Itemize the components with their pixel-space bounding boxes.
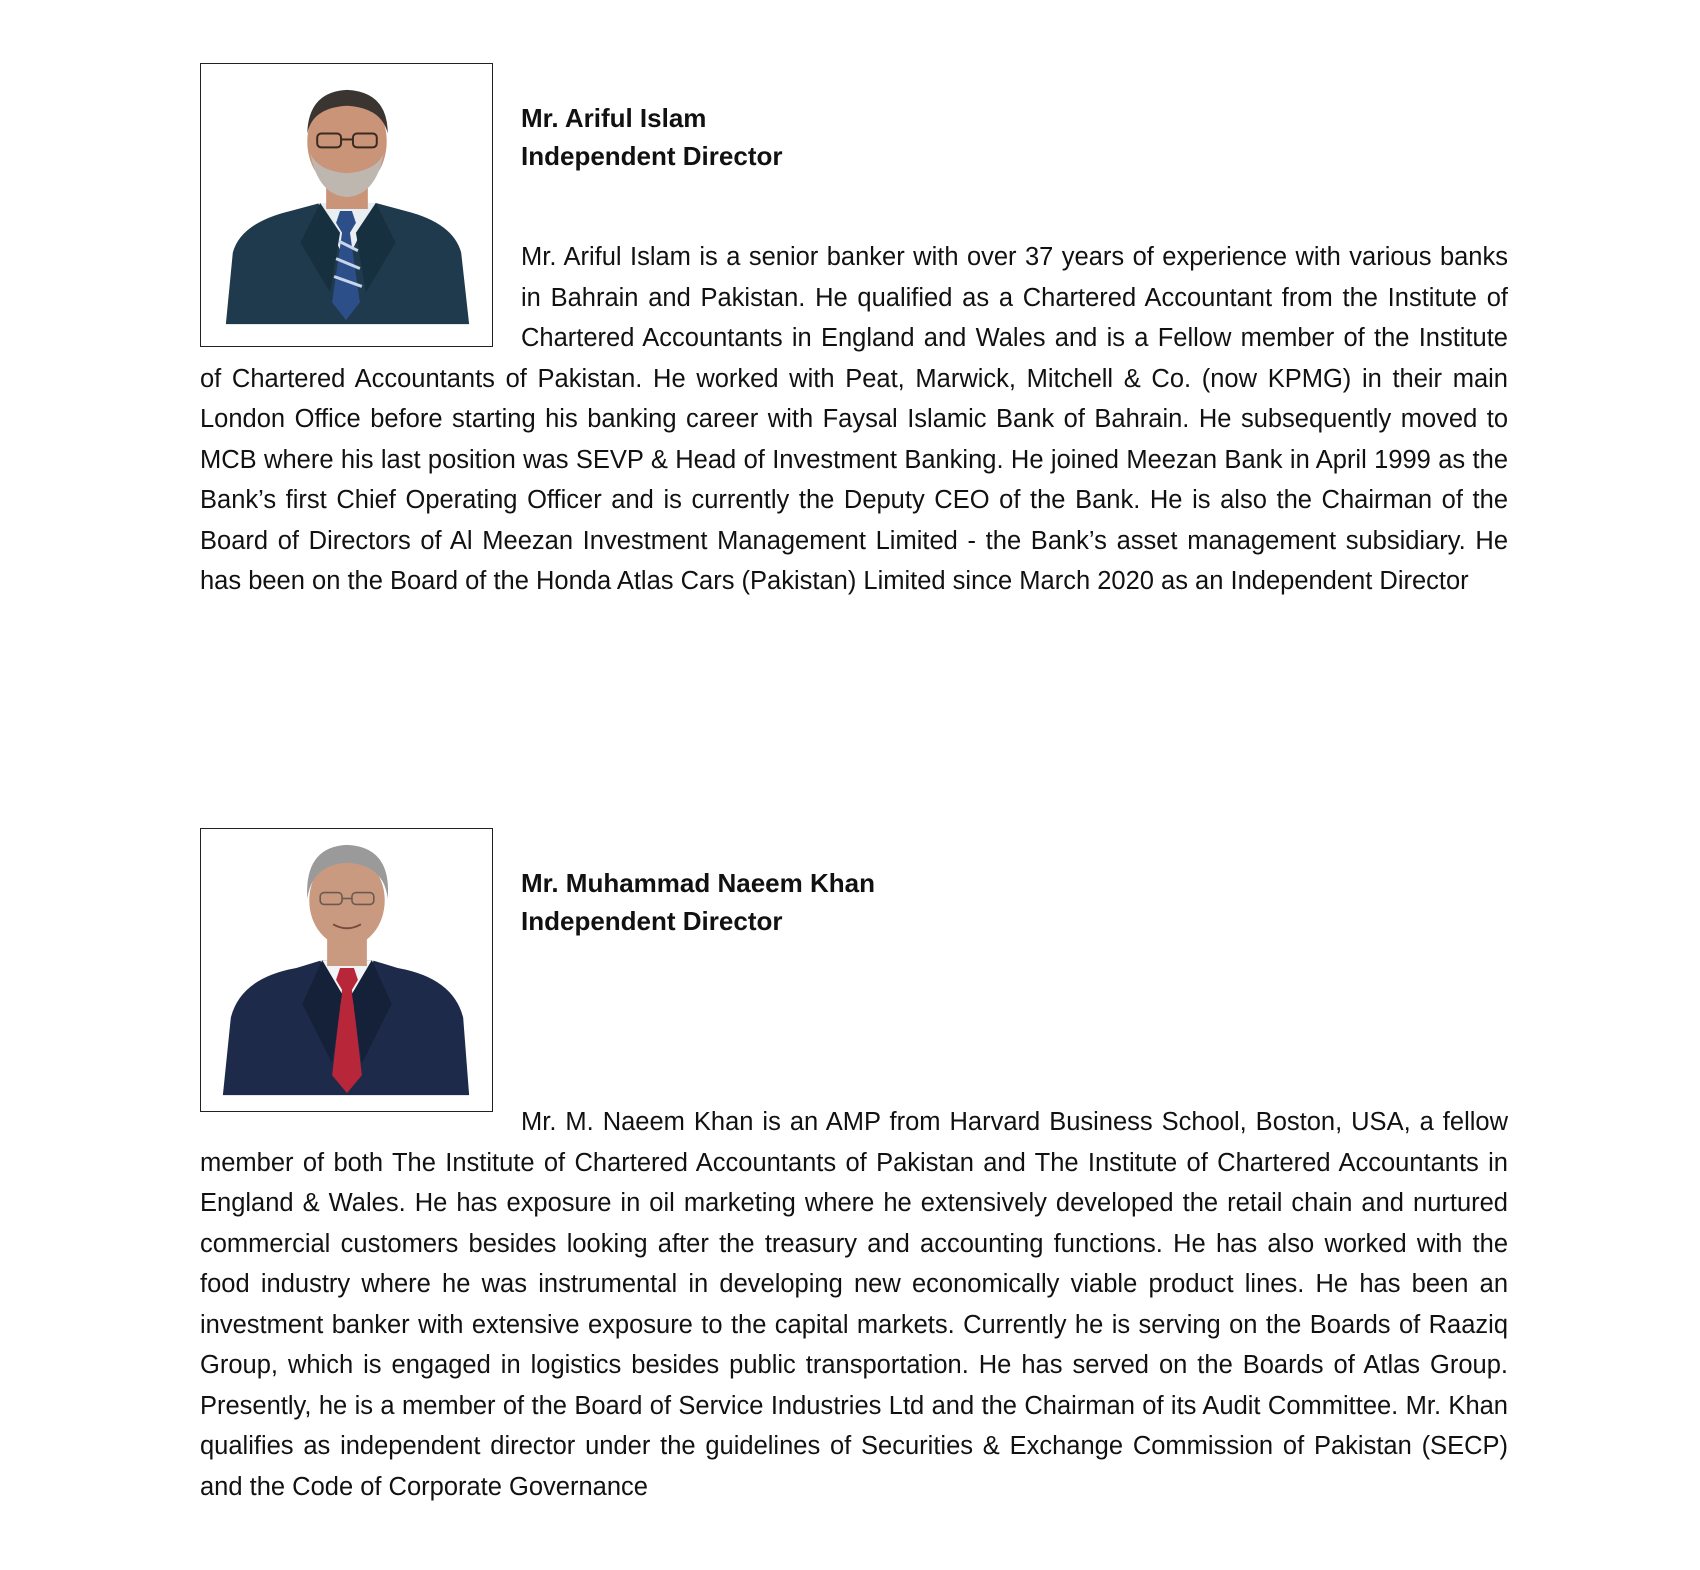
director-name: Mr. Muhammad Naeem Khan (521, 868, 875, 898)
director-photo-muhammad-naeem-khan (200, 828, 493, 1112)
director-name: Mr. Ariful Islam (521, 103, 707, 133)
director-title: Independent Director (521, 141, 783, 171)
director-profile-muhammad-naeem-khan (200, 828, 1508, 1507)
director-bio: Mr. Ariful Islam is a senior banker with over 37 years of experience with various banks in Bahrain and Pakistan. He qualified as a Chartered Accountant from the Institute of Chartered Accountants in England and Wales and is a Fellow member of the Institute of Chartered Accountants of Pakistan. He worked with Peat, Marwick, Mitchell & Co. (now KPMG) in their main London Office before starting his banking career with Faysal Islamic Bank of Bahrain. He subsequently moved to MCB where his last position was SEVP & Head of Investment Banking. He joined Meezan Bank in April 1999 as the Bank’s first Chief Operating Officer and is currently the Deputy CEO of the Bank. He is also the Chairman of the Board of Directors of Al Meezan Investment Management Limited - the Bank’s asset management subsidiary. He has been on the Board of the Honda Atlas Cars (Pakistan) Limited since March 2020 as an Independent Director (200, 243, 1508, 595)
director-bio: Mr. M. Naeem Khan is an AMP from Harvard Business School, Boston, USA, a fellow member of both The Institute of Chartered Accountants of Pakistan and The Institute of Chartered Accountants in England & Wales. He has exposure in oil marketing where he extensively developed the retail chain and nurtured commercial customers besides looking after the treasury and accounting functions. He has also worked with the food industry where he was instrumental in developing new economically viable product lines. He has been an investment banker with extensive exposure to the capital markets. Currently he is serving on the Boards of Raaziq Group, which is engaged in logistics besides public transportation. He has served on the Boards of Atlas Group. Presently, he is a member of the Board of Service Industries Ltd and the Chairman of its Audit Committee. Mr. Khan qualifies as independent director under the guidelines of Securities & Exchange Commission of Pakistan (SECP) and the Code of Corporate Governance (200, 1108, 1508, 1501)
director-photo-ariful-islam (200, 63, 493, 347)
director-title: Independent Director (521, 906, 783, 936)
director-profile-ariful-islam (200, 63, 1508, 602)
